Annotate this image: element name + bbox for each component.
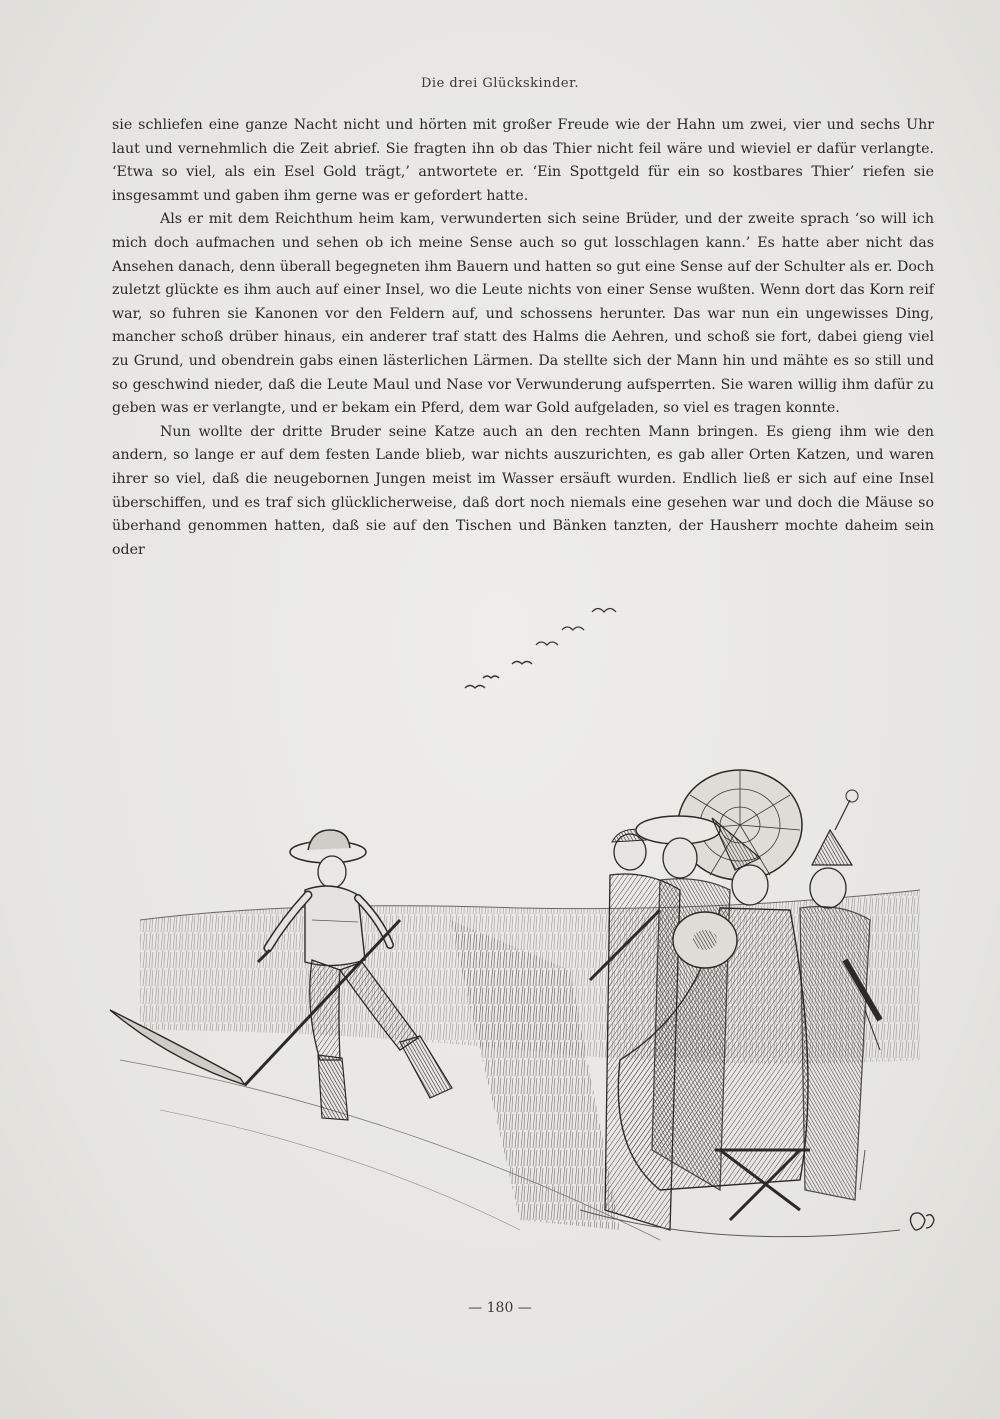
running-title: Die drei Glückskinder. — [420, 76, 579, 91]
engraving-illustration — [100, 590, 940, 1260]
page-number: — 180 — — [468, 1300, 532, 1316]
artist-monogram — [910, 1213, 934, 1230]
onlookers-group — [580, 770, 900, 1237]
paragraph-2: Als er mit dem Reichthum heim kam, verwunderten sich seine Brüder, und der zweite sprach ‘so will ich mich doch aufmachen und sehen ob ich meine Sense auch so gut losschlagen kann.’ Es hatte aber nicht das Ansehen danach, denn überall begegneten ihm Bauern und hatten so gut eine Sense auf der Schulter als er. Doch zuletzt glückte es ihm auch auf einer Insel, wo die Leute nichts von einer Sense wußten. Wenn dort das Korn reif war, so fuhren sie Kanonen vor den Feldern auf, und schossens herunter. Das war nun ein ungewisses Ding, mancher schoß drüber hinaus, ein anderer traf statt des Halms die Aehren, und schoß sie fort, dabei gieng viel zu Grund, und obendrein gabs einen lästerlichen Lärmen. Da stellte sich der Mann hin und mähte es so still und so geschwind nieder, daß die Leute Maul und Nase vor Verwunderung aufsperrten. Sie waren willig ihm dafür zu geben was er verlangte, und er bekam ein Pferd, dem war Gold aufgeladen, so viel es tragen konnte. — [112, 211, 934, 417]
paragraph-1: sie schliefen eine ganze Nacht nicht und hörten mit großer Freude wie der Hahn um zwei, vier und sechs Uhr laut und vernehmlich die Zeit abrief. Sie fragten ihn ob das Thier nicht feil wäre und wieviel er dafür verlangte. ‘Etwa so viel, als ein Esel Gold trägt,’ antwortete er. ‘Ein Spottgeld für ein so kostbares Thier’ riefen sie insgesammt und gaben ihm gerne was er gefordert hatte. — [112, 117, 934, 204]
paragraph-3: Nun wollte der dritte Bruder seine Katze auch an den rechten Mann bringen. Es gieng ihm wie den andern, so lange er auf dem festen Lande blieb, war nichts auszurichten, es gab aller Orten Katzen, und waren ihrer so viel, daß die neugebornen Jungen meist im Wasser ersäuft wurden. Endlich ließ er sich auf eine Insel überschiffen, und es traf sich glücklicherweise, daß dort noch niemals eine gesehen war und doch die Mäuse so überhand genommen hatten, daß sie auf den Tischen und Bänken tanzten, der Hausherr mochte daheim sein oder — [112, 423, 934, 558]
birds — [465, 609, 616, 689]
body-text — [112, 114, 934, 562]
